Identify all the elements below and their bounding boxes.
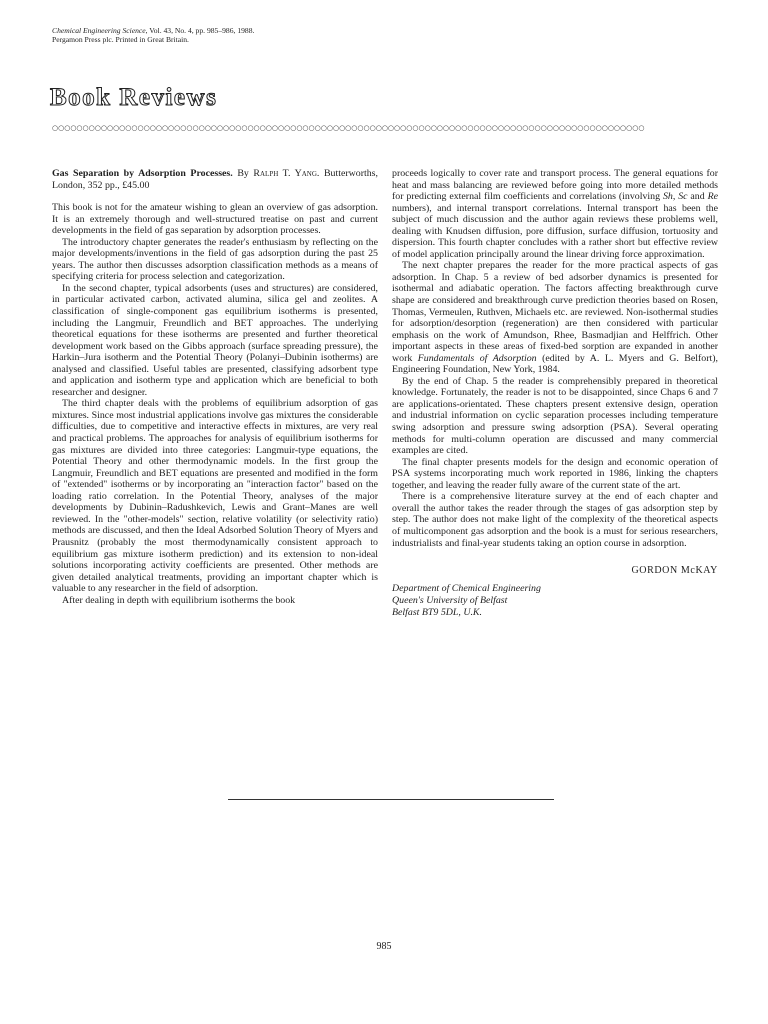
review-paragraph: In the second chapter, typical adsorbents (uses and structures) are considered, in particular activated carbon, activated alumina, silica gel and zeolites. A classification of single-component gas equilibrium isotherms is presented, including the Langmuir, Freundlich and BET approaches. The underlying theoretical equations for these isotherms are presented and further theoretical development work based on the Gibbs approach (surface spreading pressure), the Harkin–Jura isotherm and the Potential Theory (Polanyi–Dubinin isotherms) are analysed and classified. Useful tables are presented, classifying adsorbent type and application and isotherm type and application which are beneficial to both researcher and designer. [52, 282, 378, 398]
review-paragraph [392, 260, 718, 375]
text-run: and [687, 191, 708, 203]
review-paragraph: By the end of Chap. 5 the reader is comprehensibly prepared in theoretical knowledge. Fortunately, the reader is not to be disappointed, since Chaps 6 and 7 are applications-orientated. These chapters present extensive design, operation and industrial information on cyclic separation processes including temperature swing adsorption and pressure swing adsorption (PSA). Several operating methods for multi-column operation are discussed and many commercial examples are cited. [392, 375, 718, 457]
publisher-line: Pergamon Press plc. Printed in Great Britain. [52, 35, 189, 44]
reviewer-name: GORDON McKAY [631, 565, 718, 577]
review-paragraph: The final chapter presents models for the design and economic operation of PSA systems incorporating much work reported in 1986, linking the chapters together, and leaving the reader fully aware of the current state of the art. [392, 456, 718, 491]
text-run: The next chapter prepares the reader for the more practical aspects of gas adsorption. In Chap. 5 a review of bed adsorber dynamics is presented for isothermal and adiabatic operation. The factors affecting breakthrough curve shape are considered and breakthrough curve prediction theories based on Rosen, Thomas, Vermeulen, Ruthven, Michaels etc. are reviewed. Non-isothermal studies for adsorption/desorption (regeneration) are then considered with particular emphasis on the work of Amundson, Rhee, Basmadjian and Helffrich. Other important aspects in these areas of fixed-bed sorption are expanded in another work [392, 260, 718, 364]
right-column [392, 168, 718, 619]
reviewer-affiliation [392, 583, 718, 619]
review-paragraph: There is a comprehensive literature survey at the end of each chapter and overall the author takes the reader through the stages of gas adsorption step by step. The author does not make light of the complexity of the theoretical aspects of multicomponent gas adsorption and the book is a must for serious researchers, industrialists and final-year students taking an option course in adsorption. [392, 491, 718, 549]
text-run: , [672, 191, 679, 203]
review-paragraph: After dealing in depth with equilibrium isotherms the book [62, 594, 296, 606]
review-paragraph: The introductory chapter generates the reader's enthusiasm by reflecting on the major developments/inventions in the field of gas adsorption during the past 25 years. The author then discusses adsorption classification methods as a means of specifying criteria for process selection and categorization. [52, 236, 378, 283]
affiliation-line: Belfast BT9 5DL, U.K. [392, 606, 482, 618]
bottom-rule [228, 799, 554, 800]
book-publisher: . Butterworths, London, 352 pp., £45.00 [52, 168, 378, 191]
journal-citation [52, 26, 254, 35]
symbol-re: Re [707, 191, 719, 203]
book-title: Gas Separation by Adsorption Processes. [52, 168, 233, 179]
text-run: proceeds logically to cover rate and transport process. The general equations for heat and mass balancing are reviewed before going into more detailed methods for predicting external film coefficients and correlations (involving [392, 168, 718, 203]
symbol-sc: Sc [678, 191, 688, 203]
cited-book-title: Fundamentals of Adsorption [417, 352, 537, 364]
page-number: 985 [376, 941, 392, 952]
section-title: Book Reviews [50, 84, 218, 111]
review-paragraph [392, 168, 718, 260]
review-paragraph: This book is not for the amateur wishing to glean an overview of gas adsorption. It is an extremely thorough and well-structured treatise on past and current developments in the field of gas separation by adsorption processes. [52, 202, 378, 237]
text-run: numbers), and internal transport correlations. Internal transport has been the subject of much discussion and the author again reviews these problems well, dealing with Knudsen diffusion, pore diffusion, surface diffusion, tortuosity and dispersion. This fourth chapter concludes with a rather short but effective review of model application principally around the linear driving force approximation. [392, 202, 718, 260]
journal-name: Chemical Engineering Science [52, 26, 146, 35]
review-heading [52, 168, 378, 191]
text-run: (edited by A. L. Myers and G. Belfort), Engineering Foundation, New York, 1984. [392, 352, 719, 376]
left-column [52, 168, 378, 606]
circle-divider: ○○○○○○○○○○○○○○○○○○○○○○○○○○○○○○○○○○○○○○○○○○○○○○○○○○○○○○○○○○○○○○○○○○○○○○○○○○○○○○○○○○○○○○○○○○○○○○○○○ [52, 124, 645, 132]
book-author: Ralph T. Yang [253, 168, 317, 179]
affiliation-line: Queen's University of Belfast [392, 594, 508, 606]
by-label: By [232, 168, 254, 179]
symbol-sh: Sh [662, 191, 673, 203]
affiliation-line: Department of Chemical Engineering [392, 582, 541, 594]
review-paragraph: The third chapter deals with the problems of equilibrium adsorption of gas mixtures. Since most industrial applications involve gas mixtures the considerable difficulties, due to competitive and interactive effects in mixtures, are very real and practical problems. The approaches for analysis of equilibrium isotherms for gas mixtures are divided into three categories: Langmuir-type equations, the Potential Theory and other thermodynamic models. In the first group the Langmuir, Freundlich and BET equations are presented and modified in the form of "extended" isotherms or by incorporating an "interaction factor" based on the loading ratio correlation. In the Potential Theory, analyses of the major developments by Dubinin–Radushkevich, Lewis and Grant–Manes are well reviewed. In the "other-models" section, relative volatility (or selectivity ratio) methods are discussed, and then the Ideal Adsorbed Solution Theory of Myers and Prausnitz (probably the most thermodynamically consistent approach to equilibrium gas mixture isotherm prediction) and its extension to non-ideal solutions incorporating activity coefficients are presented. Other methods are given detailed analytical treatments, providing an important chapter which is valuable to any researcher in the field of adsorption. [52, 398, 378, 595]
journal-header [52, 26, 254, 44]
journal-volume-pages: , Vol. 43, No. 4, pp. 985–986, 1988. [145, 26, 255, 35]
